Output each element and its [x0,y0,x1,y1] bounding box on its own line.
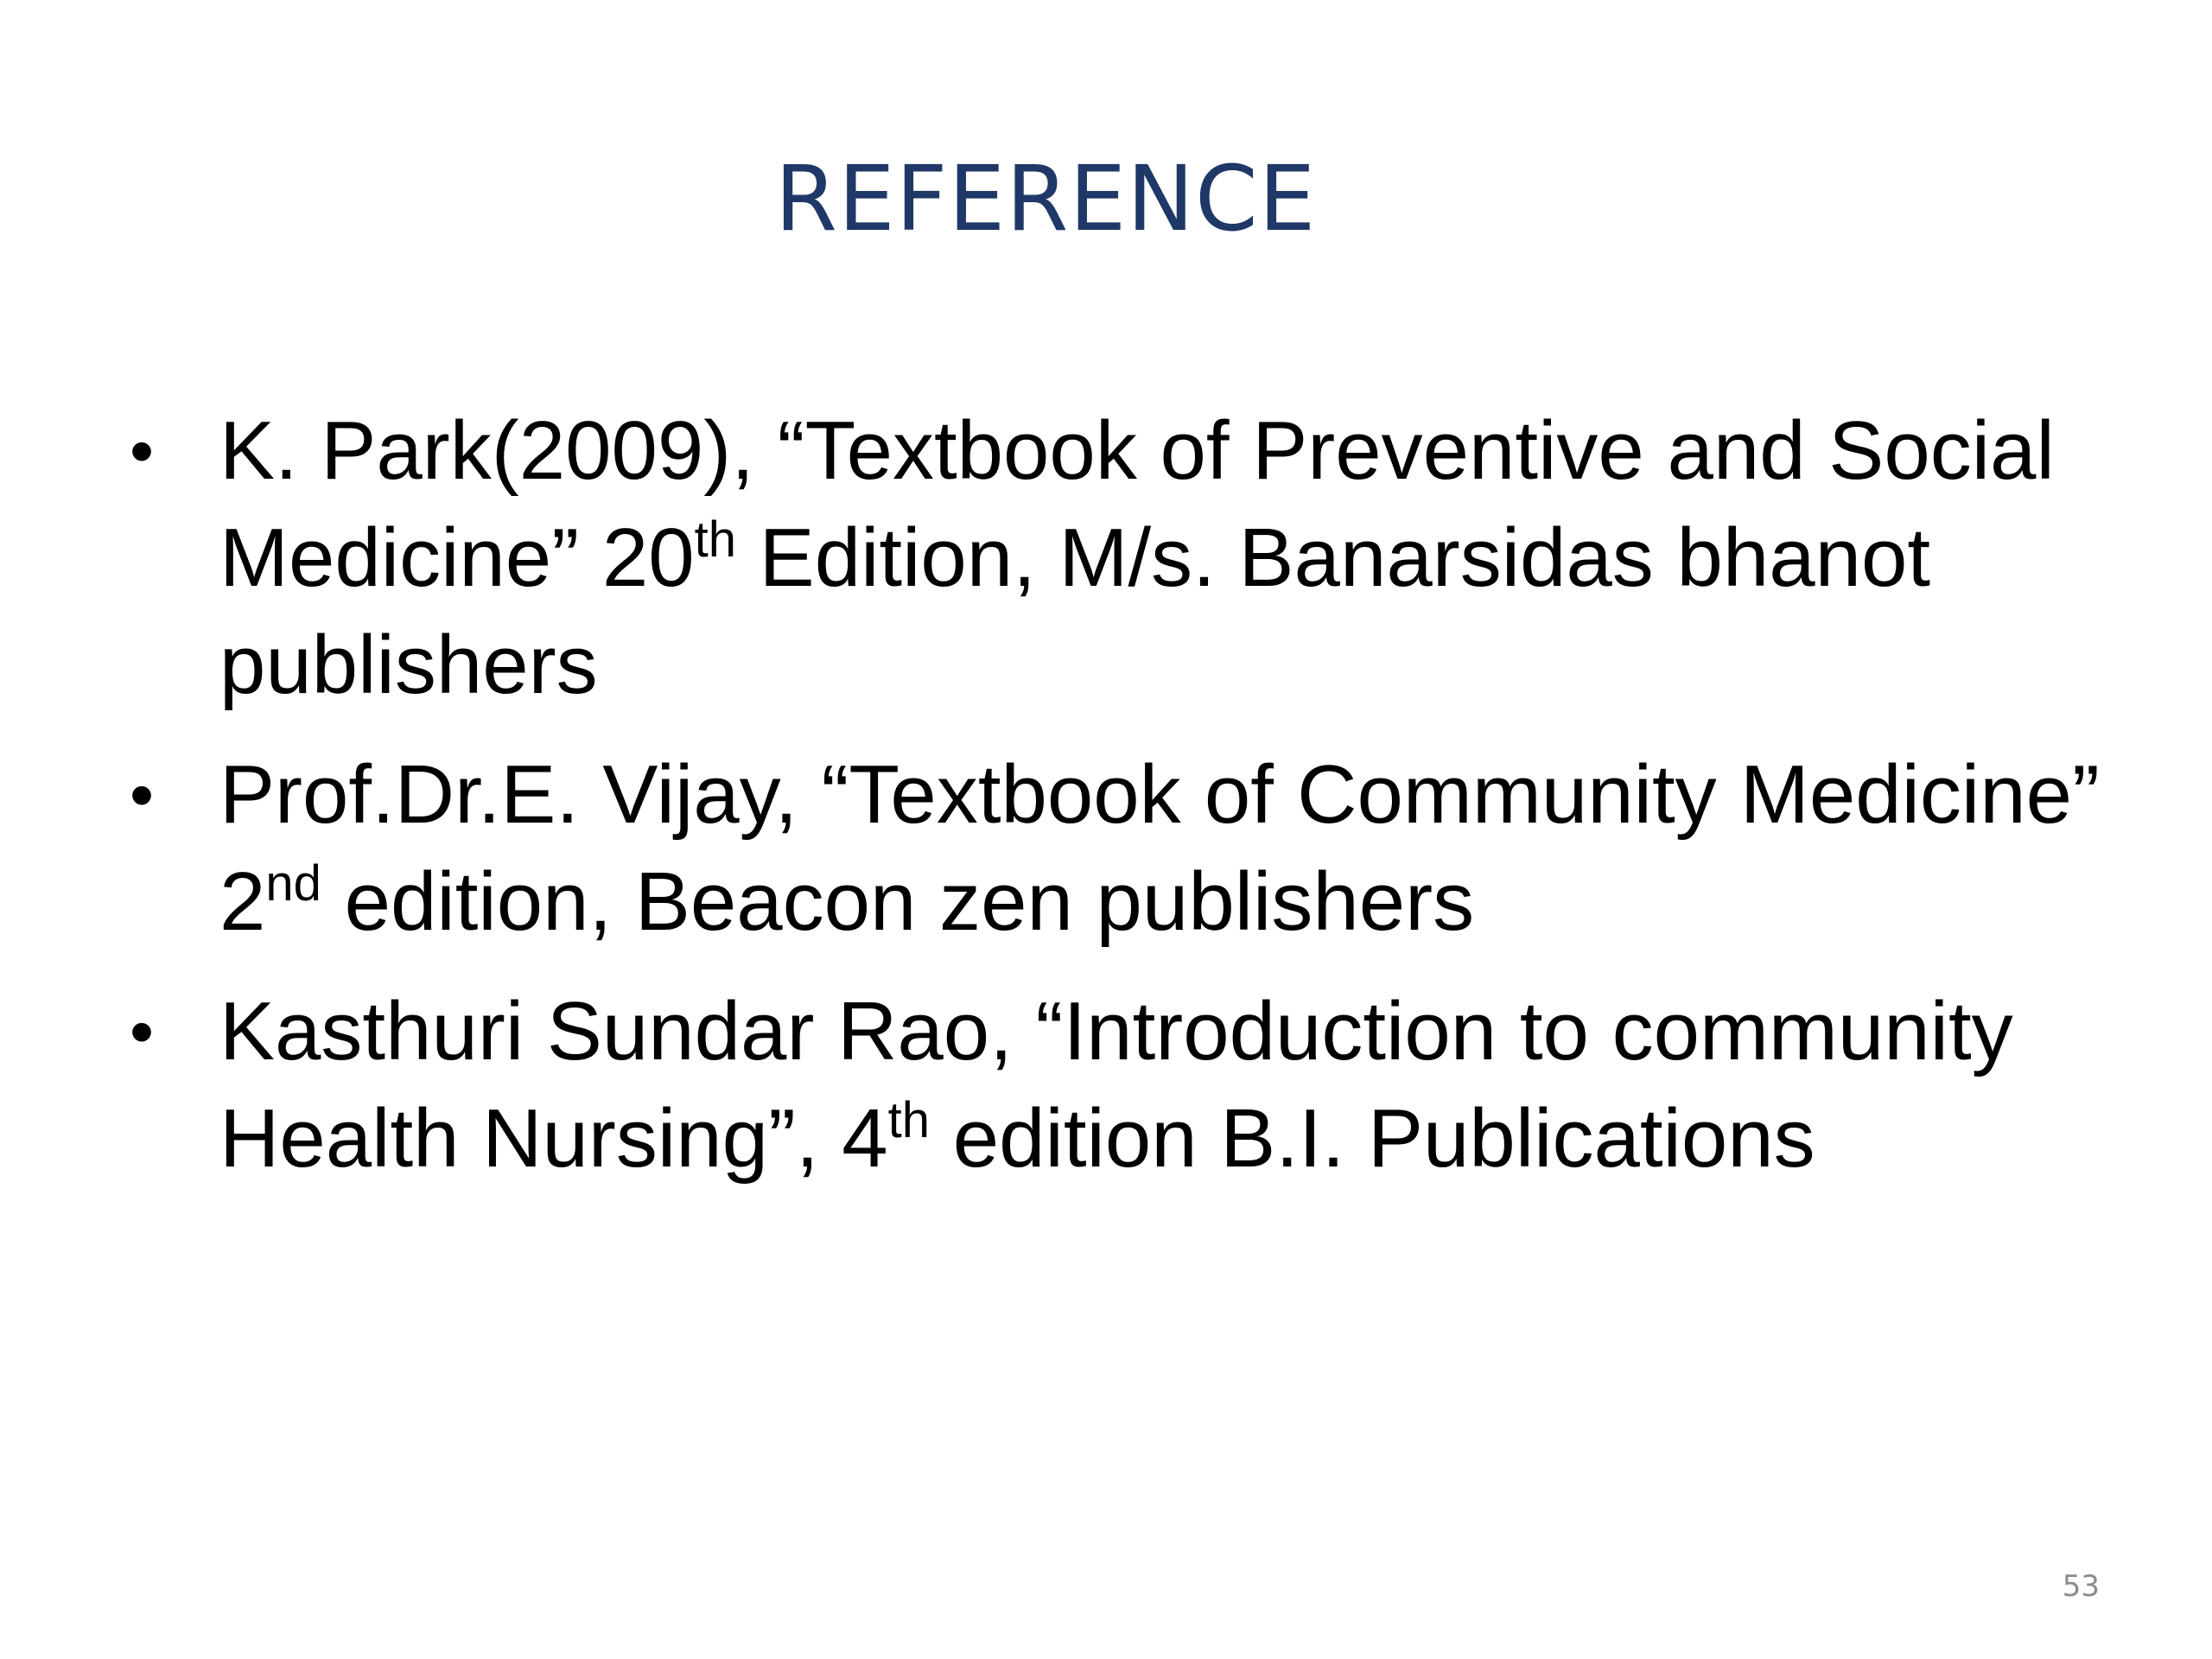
reference-text: K. Park(2009), “Textbook of Preventive and Social Medicine” 20 [219,404,2055,604]
reference-text: Edition, M/s. Banarsidas bhanot publishers [219,512,1931,711]
slide-title: REFERENCE [774,146,1317,251]
bullet-icon: • [130,756,155,833]
reference-item [130,978,2100,1192]
reference-text: edition B.I. Publications [930,1092,1815,1185]
bullet-icon: • [130,412,155,489]
reference-text: edition, Beacon zen publishers [321,855,1475,948]
reference-item [130,741,2100,956]
bullet-icon: • [130,993,155,1070]
page-number: 53 [2062,1569,2100,1604]
reference-superscript: th [887,1092,931,1148]
reference-text: Kasthuri Sundar Rao, “Introduction to community Health Nursing”, 4 [219,985,2013,1185]
reference-text: Prof.Dr.E. Vijay, “Textbook of Community Medicine” 2 [219,748,2100,948]
reference-superscript: th [694,512,736,568]
reference-superscript: nd [265,855,321,912]
reference-list [130,397,2100,1215]
reference-item [130,397,2100,719]
